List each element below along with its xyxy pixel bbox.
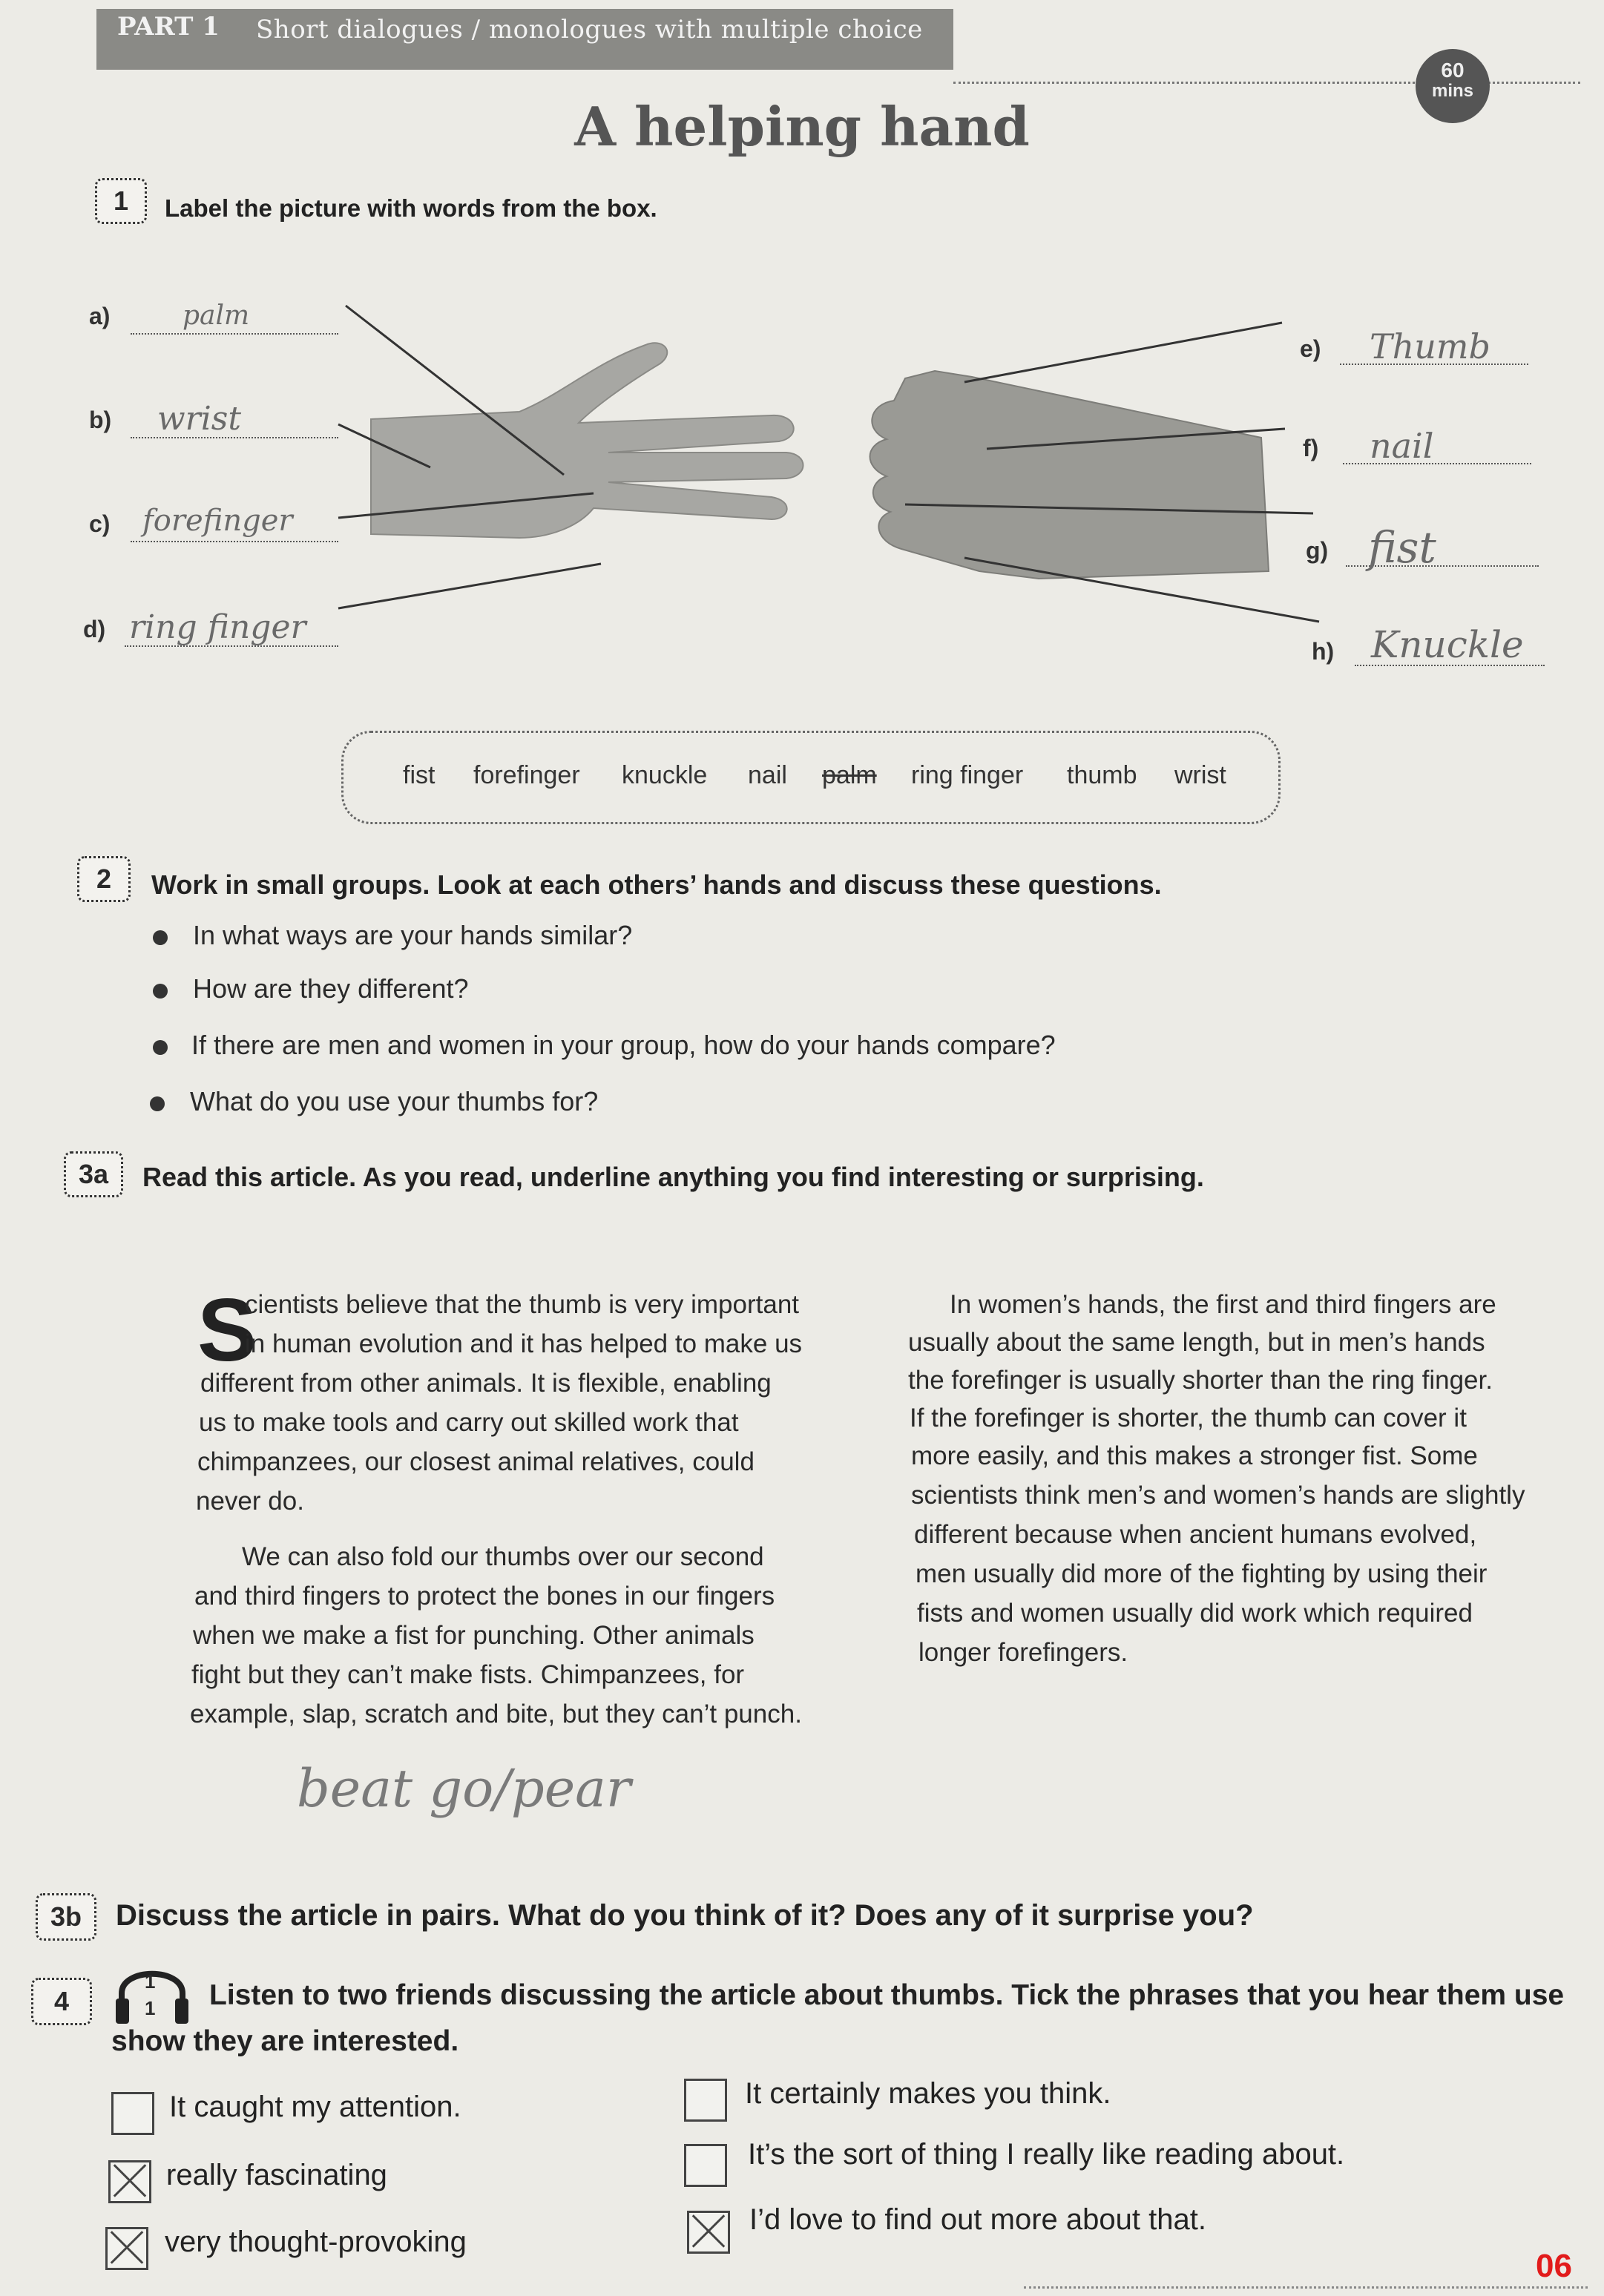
phrase-label: It certainly makes you think. [745, 2077, 1111, 2110]
audio-cd-number: 1 [145, 1970, 156, 1993]
word-box-item: fist [403, 761, 435, 789]
exercise-4-instruction-continued: show they are interested. [111, 2025, 459, 2057]
label-answer-c-text: forefinger [142, 504, 293, 538]
time-badge-number: 60 [1441, 59, 1465, 82]
discussion-question: If there are men and women in your group, how do your hands compare? [191, 1030, 1056, 1060]
label-letter-h: h) [1312, 638, 1335, 665]
phrase-checkbox-checked[interactable] [108, 2160, 151, 2203]
phrase-checkbox[interactable] [684, 2079, 727, 2122]
exercise-4-instruction: Listen to two friends discussing the article about thumbs. Tick the phrases that you hear them use [209, 1979, 1565, 2011]
exercise-3a-number: 3a [64, 1151, 123, 1197]
bullet-icon [153, 984, 168, 999]
discussion-question: How are they different? [193, 973, 469, 1004]
word-box-item: wrist [1174, 761, 1226, 789]
handwritten-note: beat go/pear [297, 1758, 631, 1819]
article-line: never do. [196, 1487, 304, 1516]
phrase-label: very thought-provoking [165, 2226, 467, 2258]
word-box-item: forefinger [473, 761, 580, 789]
article-line: scientists think men’s and women’s hands are slightly [911, 1481, 1525, 1510]
article-line: different because when ancient humans evolved, [914, 1520, 1477, 1549]
article-line: men usually did more of the fighting by using their [916, 1559, 1488, 1588]
exercise-2-number: 2 [77, 856, 131, 902]
article-line: the forefinger is usually shorter than the ring finger. [908, 1366, 1493, 1395]
phrase-label: It caught my attention. [169, 2091, 461, 2123]
label-letter-a: a) [89, 303, 111, 329]
article-line: usually about the same length, but in men’s hands [908, 1328, 1485, 1357]
article-line: cientists believe that the thumb is very important [245, 1290, 800, 1319]
exercise-4-number: 4 [31, 1978, 92, 2025]
exercise-1-number: 1 [95, 178, 147, 224]
article-line: in human evolution and it has helped to make us [245, 1329, 803, 1358]
article-line: and third fingers to protect the bones in our fingers [194, 1582, 775, 1611]
word-box-item: ring finger [911, 761, 1024, 789]
article-line: In women’s hands, the first and third fingers are [950, 1290, 1496, 1319]
label-answer-e-text: Thumb [1370, 326, 1490, 366]
article-line: more easily, and this makes a stronger fist. Some [911, 1441, 1478, 1470]
phrase-label: I’d love to find out more about that. [749, 2203, 1206, 2236]
part-label: PART 1 [117, 12, 220, 42]
page-title: A helping hand [574, 95, 1030, 158]
label-letter-b: b) [89, 407, 112, 433]
bullet-icon [153, 1040, 168, 1055]
discussion-question: What do you use your thumbs for? [190, 1086, 599, 1116]
bottom-divider [1024, 2286, 1588, 2289]
part-subtitle: Short dialogues / monologues with multiple choice [256, 15, 923, 45]
fist-picture [870, 371, 1269, 579]
label-answer-h-text: Knuckle [1371, 623, 1524, 666]
audio-headphones-icon [111, 1960, 193, 2027]
word-box-item: palm [822, 761, 877, 789]
article-line: chimpanzees, our closest animal relatives, could [197, 1447, 755, 1476]
article-line: when we make a fist for punching. Other animals [193, 1621, 755, 1650]
article-line: fists and women usually did work which required [917, 1599, 1473, 1628]
phrase-checkbox[interactable] [684, 2144, 727, 2187]
word-box-item: nail [748, 761, 787, 789]
time-badge-unit: mins [1431, 81, 1473, 101]
label-answer-a-text: palm [183, 300, 250, 331]
article-line: longer forefingers. [918, 1638, 1128, 1667]
exercise-3b-instruction: Discuss the article in pairs. What do you think of it? Does any of it surprise you? [116, 1899, 1254, 1932]
label-answer-f-text: nail [1370, 426, 1434, 466]
word-box [341, 731, 1281, 824]
label-letter-c: c) [89, 510, 111, 537]
bullet-icon [150, 1096, 165, 1111]
phrase-checkbox-checked[interactable] [687, 2211, 730, 2254]
exercise-1-instruction: Label the picture with words from the box. [165, 194, 657, 222]
article-line: example, slap, scratch and bite, but they can’t punch. [190, 1700, 802, 1728]
bullet-icon [153, 930, 168, 945]
word-box-item: knuckle [622, 761, 708, 789]
exercise-2-instruction: Work in small groups. Look at each others’ hands and discuss these questions. [151, 869, 1162, 900]
word-box-item: thumb [1067, 761, 1137, 789]
phrase-label: really fascinating [166, 2159, 387, 2191]
label-letter-g: g) [1306, 537, 1329, 564]
page-number: 06 [1536, 2248, 1572, 2284]
audio-track-number: 1 [145, 1997, 156, 2019]
phrase-checkbox-checked[interactable] [105, 2227, 148, 2270]
label-letter-f: f) [1303, 435, 1319, 461]
label-answer-g-text: fist [1368, 522, 1436, 573]
article-line: We can also fold our thumbs over our second [242, 1542, 764, 1571]
exercise-3a-instruction: Read this article. As you read, underline anything you find interesting or surprising. [142, 1162, 1204, 1192]
article-line: If the forefinger is shorter, the thumb can cover it [910, 1404, 1467, 1432]
phrase-label: It’s the sort of thing I really like reading about. [748, 2138, 1345, 2171]
article-line: us to make tools and carry out skilled work that [199, 1408, 739, 1437]
label-letter-e: e) [1300, 335, 1321, 362]
drop-cap: S [197, 1280, 257, 1380]
hand-illustration [0, 282, 1604, 668]
exercise-3b-number: 3b [36, 1893, 96, 1941]
article-line: fight but they can’t make fists. Chimpanzees, for [191, 1660, 745, 1689]
discussion-question: In what ways are your hands similar? [193, 920, 633, 950]
article-line: different from other animals. It is flexible, enabling [200, 1369, 772, 1398]
phrase-checkbox[interactable] [111, 2092, 154, 2135]
label-answer-d-text: ring finger [129, 608, 306, 646]
label-answer-b-text: wrist [157, 400, 242, 438]
label-letter-d: d) [83, 616, 106, 642]
